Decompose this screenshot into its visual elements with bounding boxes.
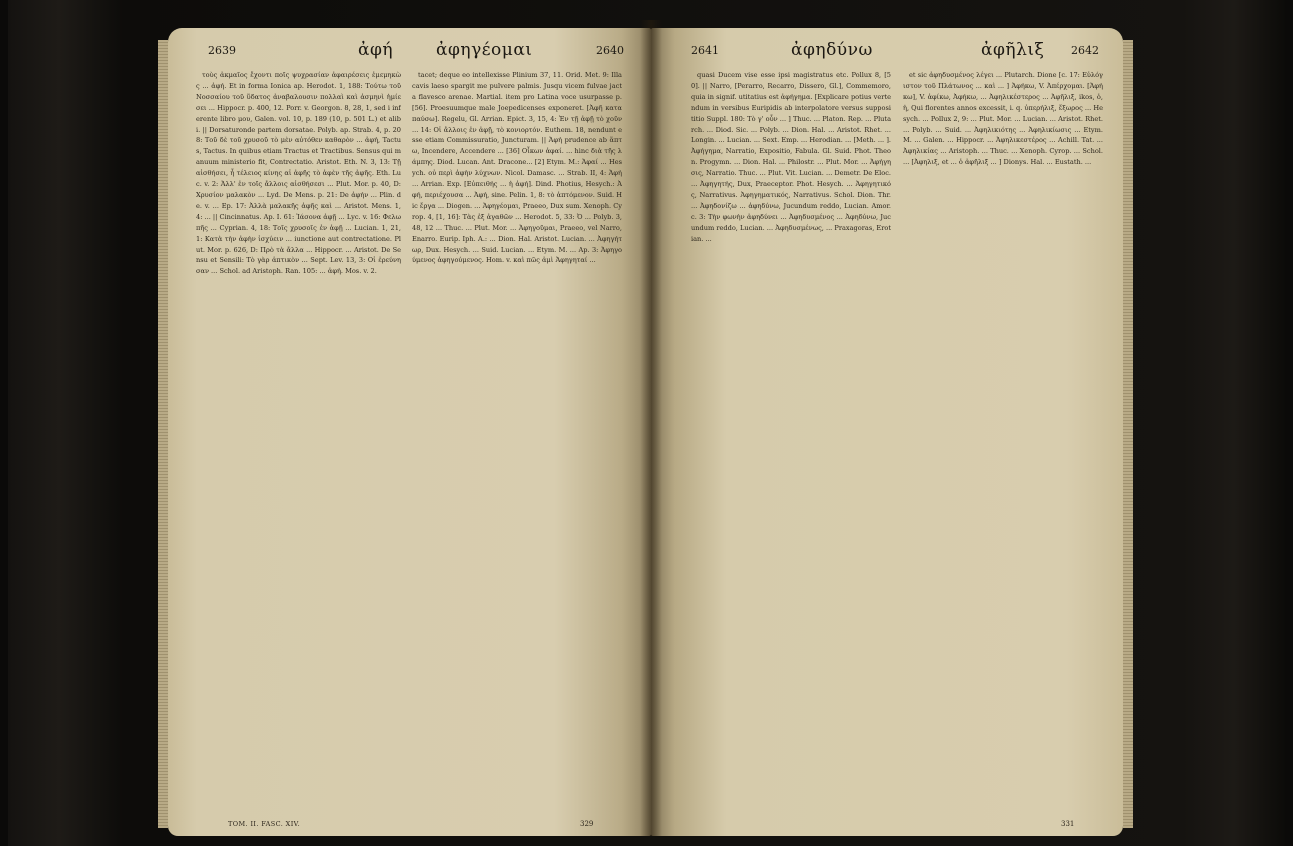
column-text: et sic ἀφηδυσμένος λέγει ... Plutarch. Dione [c. 17: Εὐλόγιστον τοῦ Πλάτωνος ... καὶ ... ] Ἀφήκω, V. Ἀπέρχομαι. [Ἀφήκω], V. ἀφίκω, Ἀφήκω, ... Ἀφηλικέστερος ... Ἀφῆλιξ, ikos, ὁ, ἡ, Qui florentes annos excessit, i. q. ὑπερήλιξ, ἔξωρος ... Hesych. ... Pollux 2, 9: ... Plut. Mor. ... Lucian. ... Aristot. Rhet. ... Polyb. ... Suid. ... Ἀφηλικιότης ... Ἀφηλικίωσις ... Etym. M. ... Galen. ... Hippocr. ... Ἀφηλικεστέρος ... Achill. Tat. ... Ἀφηλικίας ... Aristoph. ... Thuc. ... Xenoph. Cyrop. ... Schol. ... [Ἀφηλιξ, et ... ὁ ἀφῆλιξ ... ] Dionys. Hal. ... Eustath. ... [903, 71, 1103, 167]
running-headword-2: ἀφῆλιξ [981, 40, 1045, 60]
right-page-header [651, 40, 1123, 66]
page-number: 2639 [208, 44, 236, 57]
running-headword: ἀφή [358, 40, 394, 60]
text-column-1 [196, 70, 401, 830]
running-headword: ἀφηδύνω [791, 40, 873, 60]
page-number-2: 2640 [596, 44, 624, 57]
left-page-edges [158, 40, 168, 828]
right-page-edges [1123, 40, 1133, 828]
text-column-1 [691, 70, 891, 830]
text-column-2 [412, 70, 622, 830]
book-spread [8, 0, 1285, 846]
column-text: quasi Ducem vise esse ipsi magistratus etc. Pollux 8, [50]. || Narro, [Perarro, Recarro, Dissero, Gl.], Commemoro, quia in signif. utitatius est ἀφήγημα. [Explicare potius vertendum in versibus Euripidis ab interpolatore versus supposititio Suppl. 180: Τὸ γ' οὖν ... ] Thuc. ... Platon. Rep. ... Plutarch. ... Diod. Sic. ... Polyb. ... Dion. Hal. ... Aristot. Rhet. ... Longin. ... Lucian. ... Sext. Emp. ... Herodian. ... [Μeth. ... ]. Ἀφήγημα, Narratio, Expositio, Fabula. Gl. Suid. Phot. Theon. Progymn. ... Dion. Hal. ... Philostr. ... Plut. Mor. ... Ἀφήγησις, Narratio. Thuc. ... Plut. Vit. Lucian. ... Demetr. De Eloc. ... Ἀφηγητής, Dux, Praeceptor. Phot. Hesych. ... Ἀφηγητικός, Narrativus. Ἀφηγηματικός, Narrativus. Schol. Dion. Thr. ... Ἀφηδονίζω ... ἀφηδύνω, Jucundum reddo, Lucian. Amor. c. 3: Τὴν φωνὴν ἀφηδύνει ... Ἀφηδυσμένος ... Ἀφηδύνω, Jucundum reddo, Lucian. ... Ἀφηδυσμένως, ... Praxagoras, Erotian. ... [691, 71, 891, 243]
footer-imprint: TOM. II. FASC. XIV. [228, 820, 301, 828]
book-gutter [640, 20, 662, 836]
left-page-header [168, 40, 651, 66]
right-page [651, 28, 1123, 836]
signature-mark: 331 [1061, 820, 1075, 828]
left-page [168, 28, 651, 836]
page-number-2: 2642 [1071, 44, 1099, 57]
text-column-2 [903, 70, 1103, 830]
page-number: 2641 [691, 44, 719, 57]
column-text: τοὺς ἀκμαῖος ἔχοντι ποῖς ψυχρασίαν ἀφαιρέσεις ἐμεμηκὼς ... ἀφή. Et in forma Ionica ap. Herodot. 1, 188: Τούτω τοῦ Νοσσαίου τοῦ ὕδατος ἀναβαλουσιν πολλαὶ καὶ ἀσμηνὶ ἡμίεσει ... Hippocr. p. 400, 12. Porr. v. Georgon. 8, 28, 1, sed i inferente libro μου, Galen. vol. 10, p. 189 (10, p. 501 L.) et alibi. || Dorsaturonde partem dorsatae. Polyb. ap. Strab. 4, p. 208: Τοῦ δὲ τοῦ χρυσοῦ τὸ μὲν αὐτόθεν καθαρὸν ... ἀφή, Tactus, Tactus. In quibus etiam Tractus et Tractibus. Sensus qui manuum ministerio fit, Contrectatio. Aristot. Eth. N. 3, 13: Τῇ αἰσθήσει, ἧ τέλειος κίνης αἱ ἀφῆς τὸ ἀφὲν τῆς ἀφῆς. Eth. Luc. v. 2: Ἀλλ' ἐν τοῖς ἄλλοις αἰσθήσεσι ... Plut. Mor. p. 40, D: Χρυσίον μαλακὸν ... Lyd. De Mens. p. 21: De ἀφήν ... Plin. de. v. ... Ep. 17: Ἀλλὰ μαλακῆς ἁφῆς καὶ ... Aristot. Mens. 1, 4: ... || Cincinnatus. Ap. I. 61: Ἰάσονα ἁφῇ ... Lyc. v. 16: Φελωπῆς ... Cyprian. 4, 18: Τοῖς χρυσοῖς ἐν ἁφῇ ... Lucian. 1, 21, 1: Κατὰ τὴν ἀφὴν ἰσχύειν ... iunctione aut contrectatione. Plut. Mor. p. 626, D: Πρὸ τὰ ἄλλα ... Hippocr. ... Aristot. De Sensu et Sensili: Τὸ γὰρ ἁπτικὸν ... Sept. Lev. 13, 3: Οἱ ἐρεύνησαν ... Schol. ad Aristoph. Ran. 105: ... ἁφή. Mos. v. 2. [196, 71, 401, 276]
column-text: tacet; deque eo intellexisse Plinium 37, 11. Orid. Met. 9: Illa cavis laeso spargit me pulvere palmis. Jusqu vicem fulvae jacta flavesco arenae. Martial. item pro Latina voce usurpasse p. [56]. Proesuumque male Joepedicenses exponeret. [Ἀφῆ καταπαύσω]. Regelu, Gl. Arrian. Epict. 3, 15, 4: Ἐν τῇ ἀφῇ τὸ χοῦν ... 14: Οἱ ἄλλοις ἐν ἀφῇ, τὸ κονιορτόν. Euthem. 18, nendunt esse etiam Commissuratio, Juncturam. || Ἀφή prudence ab ἅπτω, Incendere, Accendere ... [36] Οἶκων ἀφαί. ... hinc διὰ τῆς λάμπης. Diod. Lucan. Ant. Dracone... [2] Etym. M.: Ἀφαί ... Hesych. οὐ περὶ ἀφὴν λύχνων. Nicol. Damasc. ... Strab. II, 4: Ἀφή ... Arrian. Exp. [Εὐπειθής ... ἡ ἀφή]. Dind. Photius, Hesych.: Ἀφή, περιέχουσα ... Ἀφή, sine. Pelin. 1, 8: τὸ ἁπτόμενον. Suid. Hic ἔργα ... Diogen. ... Ἀφηγέομαι, Praeeo, Dux sum. Xenoph. Cyrop. 4, [1, 16]: Τὰς ἐξ ἀγαθῶν ... Herodot. 5, 33: Ὁ ... Polyb. 3, 48, 12 ... Thuc. ... Plut. Mor. ... Ἀφηγοῦμαι, Praeeo, vel Narro, Enarro. Eurip. Iph. A.: ... Dion. Hal. Aristot. Lucian. ... Ἀφηγήτωρ, Dux. Hesych. ... Suid. Lucian. ... Etym. M. ... Ap. 3: Ἀφηγούμενος ἀφηγούμενος. Hom. v. καὶ πῶς ἀμὶ Ἀφηγηταί ... [412, 71, 622, 265]
running-headword-2: ἀφηγέομαι [436, 40, 533, 60]
signature-mark: 329 [580, 820, 594, 828]
